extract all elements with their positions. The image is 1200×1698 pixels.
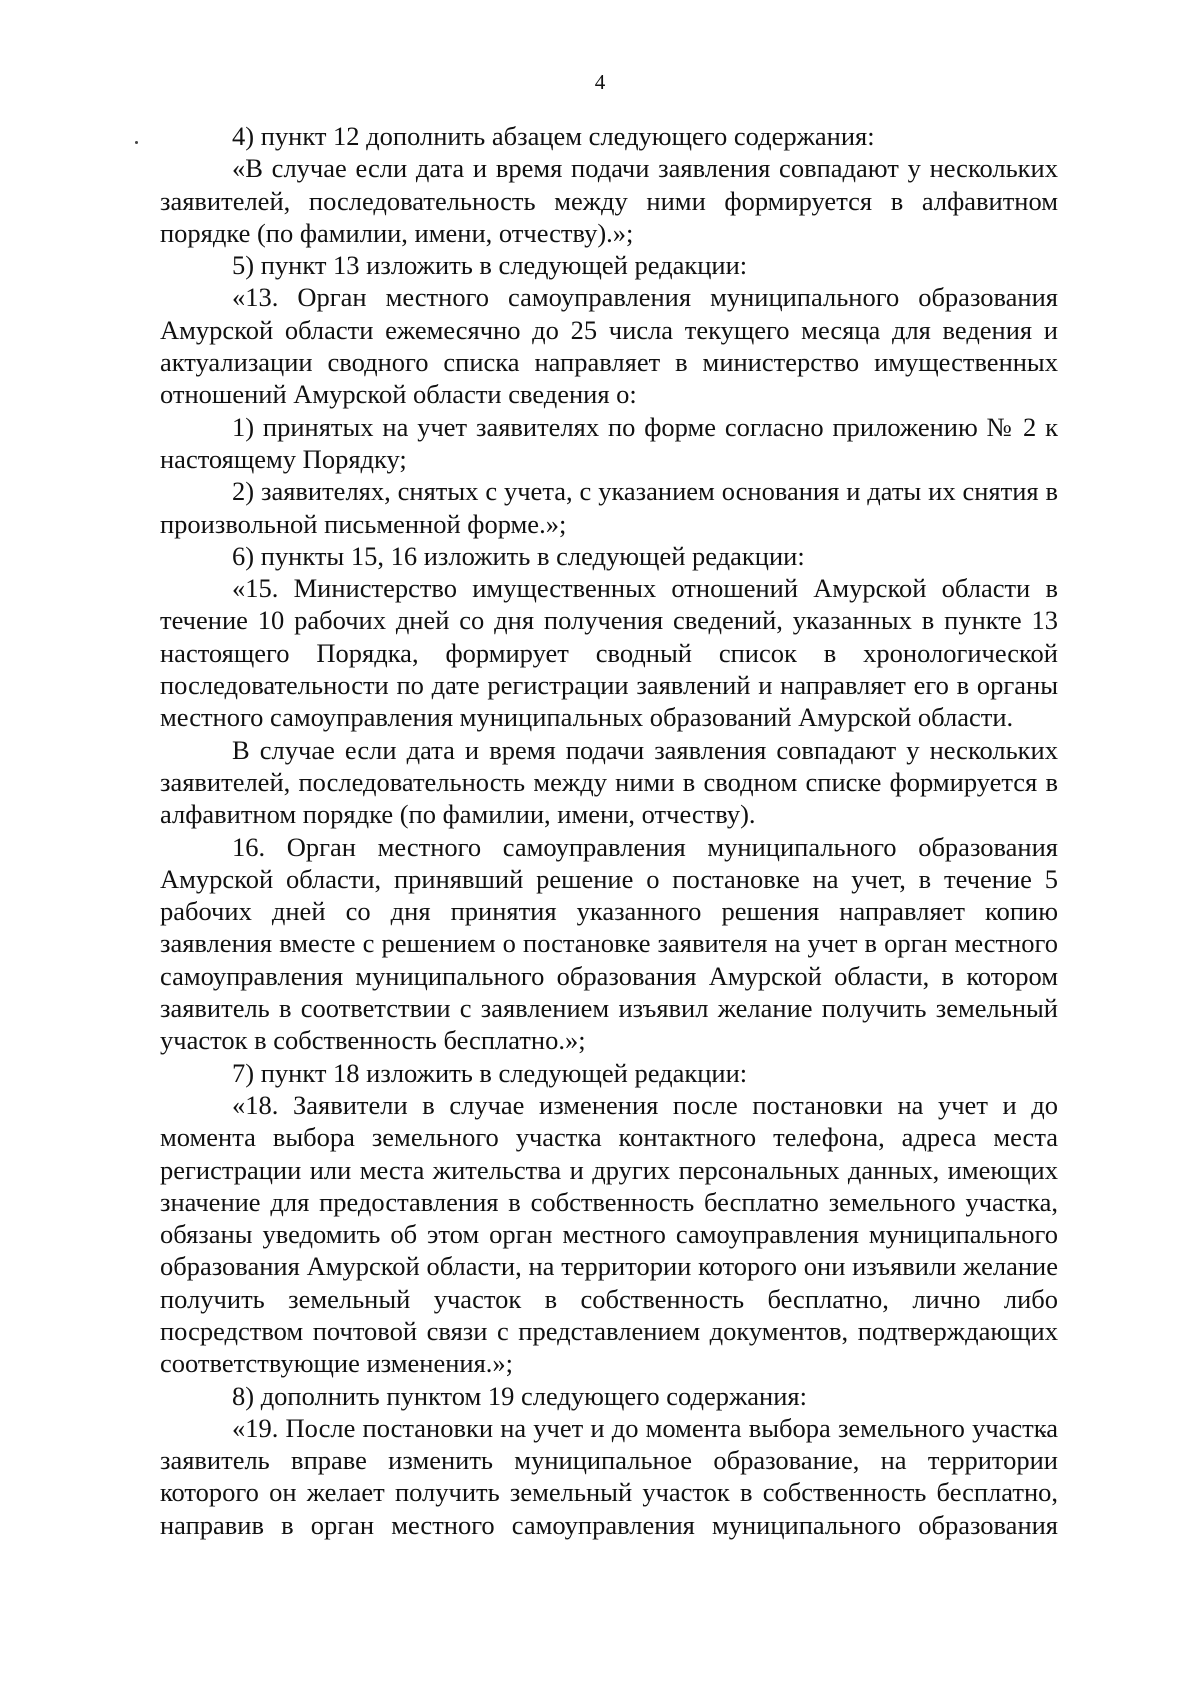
paragraph: «13. Орган местного самоуправления муниципального образования Амурской области ежемесячно до 25 числа текущего месяца для ведения и актуализации сводного списка направляет в министерство имущественных отношений Амурской области сведения о: [160, 282, 1058, 410]
scan-speck [135, 141, 138, 144]
paragraph: 5) пункт 13 изложить в следующей редакции: [232, 250, 748, 281]
paragraph: 8) дополнить пунктом 19 следующего содержания: [232, 1380, 807, 1411]
paragraph: 4) пункт 12 дополнить абзацем следующего содержания: [232, 121, 875, 151]
paragraph: «В случае если дата и время подачи заявления совпадают у нескольких заявителей, последовательность между ними формируется в алфавитном порядке (по фамилии, имени, отчеству).»; [160, 153, 1058, 248]
paragraph: 6) пункты 15, 16 изложить в следующей редакции: [232, 540, 805, 571]
page-number: 4 [594, 70, 606, 94]
paragraph: «18. Заявители в случае изменения после постановки на учет и до момента выбора земельного участка контактного телефона, адреса места регистрации или места жительства и других персональных данных, имеющих значение для предоставления в собственность бесплатно земельного участка, обязаны уведомить об этом орган местного самоуправления муниципального образования Амурской области, на территории которого они изъявили желание получить земельный участок в собственность бесплатно, лично либо посредством почтовой связи с представлением документов, подтверждающих соответствующие изменения.»; [160, 1089, 1058, 1379]
document-body [160, 120, 1058, 1541]
paragraph: 2) заявителях, снятых с учета, с указанием основания и даты их снятия в произвольной письменной форме.»; [160, 476, 1058, 539]
paragraph: В случае если дата и время подачи заявления совпадают у нескольких заявителей, последовательность между ними в сводном списке формируется в алфавитном порядке (по фамилии, имени, отчеству). [160, 734, 1058, 830]
paragraph: 16. Орган местного самоуправления муниципального образования Амурской области, принявший решение о постановке на учет, в течение 5 рабочих дней со дня принятия указанного решения направляет копию заявления вместе с решением о постановке заявителя на учет в орган местного самоуправления муниципального образования Амурской области, в котором заявитель в соответствии с заявлением изъявил желание получить земельный участок в собственность бесплатно.»; [160, 831, 1058, 1056]
paragraph: «19. После постановки на учет и до момента выбора земельного участка заявитель вправе изменить муниципальное образование, на территории которого он желает получить земельный участок в собственность бесплатно, направив в орган местного самоуправления муниципального образования [160, 1412, 1058, 1540]
paragraph: 1) принятых на учет заявителях по форме согласно приложению № 2 к настоящему Порядку; [160, 411, 1058, 474]
paragraph: 7) пункт 18 изложить в следующей редакции: [232, 1057, 748, 1088]
paragraph: «15. Министерство имущественных отношений Амурской области в течение 10 рабочих дней со дня получения сведений, указанных в пункте 13 настоящего Порядка, формирует сводный список в хронологической последовательности по дате регистрации заявлений и направляет его в органы местного самоуправления муниципальных образований Амурской области. [160, 573, 1058, 733]
